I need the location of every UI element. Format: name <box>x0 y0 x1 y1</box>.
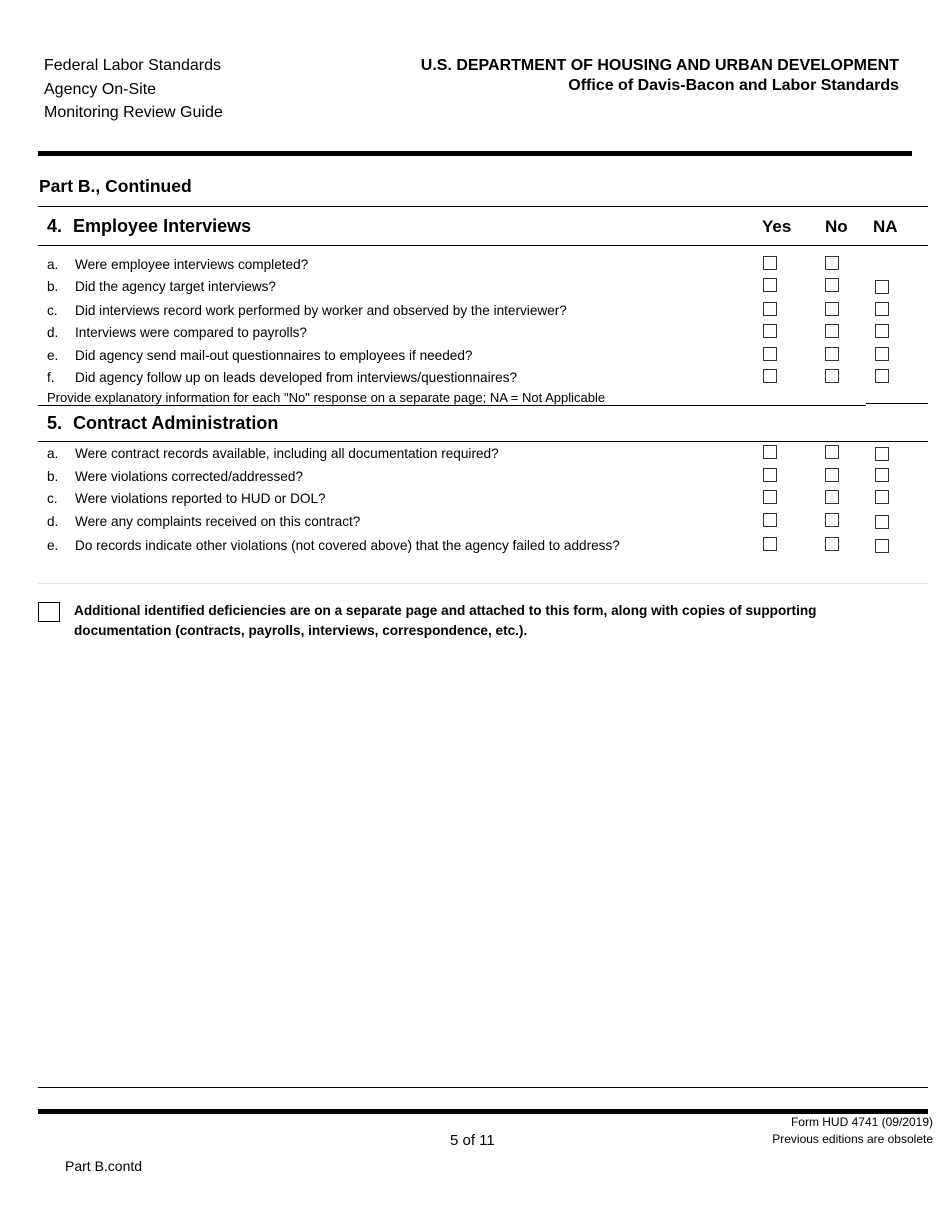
additional-deficiencies-text: Additional identified deficiencies are on a separate page and attached to this form, along with copies of supporting documentation (contracts, payrolls, interviews, correspondence, etc.). <box>74 603 817 638</box>
question-letter: d. <box>47 514 59 529</box>
question-letter: c. <box>47 491 58 506</box>
section5-number: 5. <box>47 413 63 433</box>
page-number: 5 of 11 <box>450 1132 495 1149</box>
column-no-header: No <box>825 217 848 236</box>
na-checkbox[interactable] <box>875 280 889 294</box>
section5-row-e <box>0 534 950 556</box>
section4-title: Employee Interviews <box>73 216 252 236</box>
section4-top-rule <box>38 206 928 207</box>
footer-thin-rule <box>38 1087 928 1088</box>
department-heading <box>421 56 899 96</box>
question-text: Did interviews record work performed by worker and observed by the interviewer? <box>75 303 567 318</box>
question-letter: f. <box>47 370 55 385</box>
na-checkbox[interactable] <box>875 468 889 482</box>
section4-row-f <box>0 366 950 388</box>
question-text: Did agency follow up on leads developed from interviews/questionnaires? <box>75 370 518 385</box>
no-checkbox[interactable] <box>825 445 839 459</box>
footer-label: Part B.contd <box>65 1158 143 1174</box>
form-guide-title <box>44 54 223 125</box>
question-letter: e. <box>47 538 59 553</box>
yes-checkbox[interactable] <box>763 347 777 361</box>
no-checkbox[interactable] <box>825 324 839 338</box>
question-letter: a. <box>47 446 59 461</box>
yes-checkbox[interactable] <box>763 369 777 383</box>
no-checkbox[interactable] <box>825 369 839 383</box>
section4-row-d <box>0 321 950 343</box>
section4-heading <box>47 216 251 237</box>
na-checkbox[interactable] <box>875 490 889 504</box>
question-text: Did the agency target interviews? <box>75 279 276 294</box>
column-na-header: NA <box>873 217 898 236</box>
department-name: U.S. DEPARTMENT OF HOUSING AND URBAN DEVELOPMENT <box>420 57 899 74</box>
guide-title-line-1: Federal Labor Standards <box>44 57 221 74</box>
section4-row-b <box>0 275 950 297</box>
additional-deficiencies-checkbox[interactable] <box>38 602 60 622</box>
question-text: Were violations reported to HUD or DOL? <box>75 491 326 506</box>
section5-row-d <box>0 510 950 532</box>
yes-checkbox[interactable] <box>763 302 777 316</box>
section5-row-a <box>0 442 950 464</box>
yes-checkbox[interactable] <box>763 256 777 270</box>
yes-checkbox[interactable] <box>763 445 777 459</box>
question-text: Were employee interviews completed? <box>75 257 309 272</box>
form-identifier <box>772 1114 933 1148</box>
question-text: Were any complaints received on this contract? <box>75 514 361 529</box>
question-text: Interviews were compared to payrolls? <box>75 325 307 340</box>
question-text: Did agency send mail-out questionnaires to employees if needed? <box>75 348 473 363</box>
question-text: Were contract records available, including all documentation required? <box>75 446 499 461</box>
yes-checkbox[interactable] <box>763 278 777 292</box>
section4-number: 4. <box>47 216 63 236</box>
yes-checkbox[interactable] <box>763 490 777 504</box>
na-checkbox[interactable] <box>875 447 889 461</box>
column-yes-header: Yes <box>762 217 792 236</box>
na-checkbox[interactable] <box>875 515 889 529</box>
header-divider <box>38 151 912 156</box>
section4-row-e <box>0 344 950 366</box>
explanatory-note: Provide explanatory information for each "No" response on a separate page; NA = Not Applicable <box>47 390 606 405</box>
question-text: Were violations corrected/addressed? <box>75 469 303 484</box>
note-underline-right <box>866 403 928 404</box>
question-letter: d. <box>47 325 59 340</box>
question-letter: c. <box>47 303 58 318</box>
question-letter: e. <box>47 348 59 363</box>
section4-header-rule <box>38 245 928 246</box>
guide-title-line-3: Monitoring Review Guide <box>44 104 223 121</box>
no-checkbox[interactable] <box>825 278 839 292</box>
no-checkbox[interactable] <box>825 302 839 316</box>
section4-row-c <box>0 299 950 321</box>
section5-row-b <box>0 465 950 487</box>
na-checkbox[interactable] <box>875 347 889 361</box>
yes-checkbox[interactable] <box>763 537 777 551</box>
no-checkbox[interactable] <box>825 468 839 482</box>
no-checkbox[interactable] <box>825 513 839 527</box>
part-title: Part B., Continued <box>39 176 192 196</box>
section5-bottom-rule <box>38 583 928 584</box>
question-text: Do records indicate other violations (not covered above) that the agency failed to address? <box>75 538 620 553</box>
no-checkbox[interactable] <box>825 256 839 270</box>
na-checkbox[interactable] <box>875 324 889 338</box>
na-checkbox[interactable] <box>875 302 889 316</box>
question-letter: a. <box>47 257 59 272</box>
guide-title-line-2: Agency On-Site <box>44 80 157 98</box>
section4-row-a <box>0 253 950 275</box>
obsolete-notice: Previous editions are obsolete <box>772 1132 933 1146</box>
yes-checkbox[interactable] <box>763 324 777 338</box>
no-checkbox[interactable] <box>825 490 839 504</box>
na-checkbox[interactable] <box>875 539 889 553</box>
no-checkbox[interactable] <box>825 537 839 551</box>
section5-heading <box>47 413 278 434</box>
na-checkbox[interactable] <box>875 369 889 383</box>
form-number: Form HUD 4741 (09/2019) <box>790 1115 933 1129</box>
section5-row-c <box>0 487 950 509</box>
yes-checkbox[interactable] <box>763 513 777 527</box>
question-letter: b. <box>47 469 59 484</box>
yes-checkbox[interactable] <box>763 468 777 482</box>
note-underline <box>38 405 866 406</box>
office-name: Office of Davis-Bacon and Labor Standards <box>568 77 899 94</box>
no-checkbox[interactable] <box>825 347 839 361</box>
section5-title: Contract Administration <box>73 413 279 433</box>
question-letter: b. <box>47 279 59 294</box>
